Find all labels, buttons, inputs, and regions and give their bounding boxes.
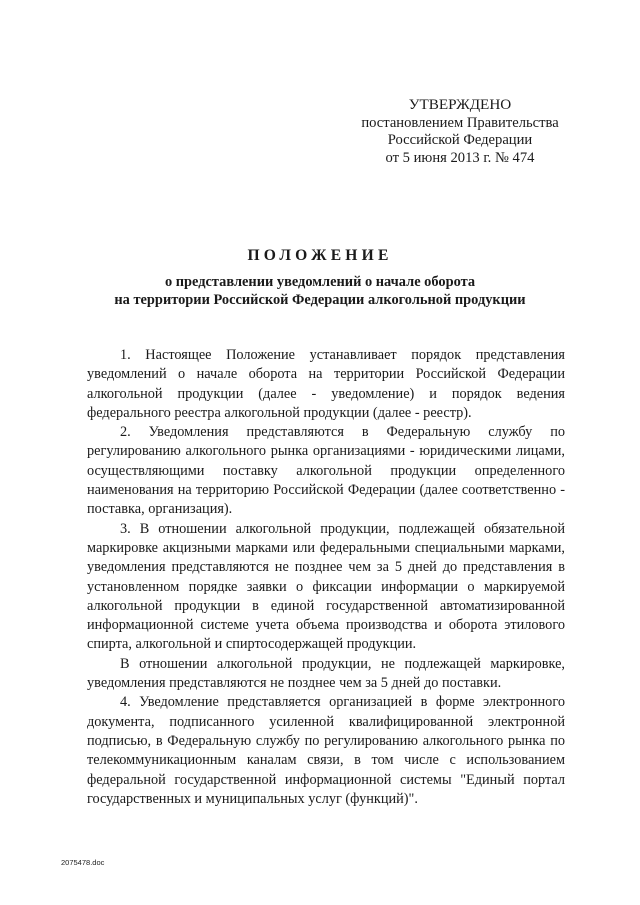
subtitle-line-1: о представлении уведомлений о начале оборота xyxy=(164,274,476,290)
approval-line-2: Российской Федерации xyxy=(387,132,533,148)
approval-line-1: постановлением Правительства xyxy=(361,114,559,131)
approval-line-3: от 5 июня 2013 г. № 474 xyxy=(385,149,535,166)
paragraph-3: 3. В отношении алкогольной продукции, подлежащей обязательной маркировке акцизными марками или федеральными специальными марками, уведомления представляются не позднее чем за 5 дней до представления в установленном порядке заявки о фиксации информации о маркируемой алкогольной продукции в единой государственной автоматизированной информационной системе учета объема производства и оборота этилового спирта, алкогольной и спиртосодержащей продукции. xyxy=(87,520,565,653)
document-subtitle xyxy=(60,274,580,309)
document-title: ПОЛОЖЕНИЕ xyxy=(247,247,393,264)
subtitle-line-2: на территории Российской Федерации алкогольной продукции xyxy=(114,291,526,308)
paragraph-4: 4. Уведомление представляется организацией в форме электронного документа, подписанного усиленной квалифицированной электронной подписью, в Федеральную службу по регулированию алкогольного рынка по телекоммуникационным каналам связи, в том числе с использованием федеральной государственной информационной системы "Единый портал государственных и муниципальных услуг (функций)". xyxy=(87,694,565,807)
approval-block xyxy=(340,96,580,167)
approval-title: УТВЕРЖДЕНО xyxy=(408,96,512,113)
paragraph-2: 2. Уведомления представляются в Федеральную службу по регулированию алкогольного рынка организациями - юридическими лицами, осуществляющими поставку алкогольной продукции определенного наименования на территорию Российской Федерации (далее соответственно - поставка, организация). xyxy=(87,424,565,518)
document-body xyxy=(87,346,565,809)
paragraph-3-continued: В отношении алкогольной продукции, не подлежащей маркировке, уведомления представляются не позднее чем за 5 дней до поставки. xyxy=(87,655,565,692)
file-reference: 2075478.doc xyxy=(61,858,105,867)
paragraph-1: 1. Настоящее Положение устанавливает порядок представления уведомлений о начале оборота на территории Российской Федерации алкогольной продукции (далее - уведомление) и порядок ведения федерального реестра алкогольной продукции (далее - реестр). xyxy=(87,347,565,421)
